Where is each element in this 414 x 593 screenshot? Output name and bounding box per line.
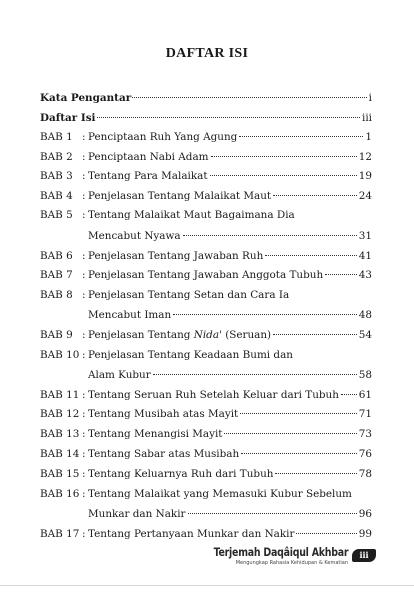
toc-entry-bab-3 xyxy=(40,168,372,184)
chapter-number: BAB 17 xyxy=(40,528,80,540)
chapter-title-continued: Mencabut Nyawa xyxy=(88,230,181,242)
toc-entry-kata-pengantar xyxy=(40,90,372,106)
dot-leader xyxy=(153,374,357,375)
toc-entry-bab-7 xyxy=(40,267,372,283)
toc-entry-bab-5-continued xyxy=(88,228,372,244)
toc-entry-bab-14 xyxy=(40,446,372,462)
dot-leader xyxy=(132,97,367,98)
toc-entry-bab-13 xyxy=(40,426,372,442)
chapter-number: BAB 9 xyxy=(40,329,73,341)
toc-page-number: 31 xyxy=(358,230,372,242)
toc-entry-bab-17 xyxy=(40,526,372,542)
toc-entry-bab-5 xyxy=(40,207,372,223)
chapter-title: Tentang Musibah atas Mayit xyxy=(88,408,239,420)
separator: : xyxy=(82,389,86,401)
chapter-title: Tentang Seruan Ruh Setelah Keluar dari Tubuh xyxy=(88,389,339,401)
dot-leader xyxy=(224,433,356,434)
chapter-number: BAB 10 xyxy=(40,349,80,361)
dot-leader xyxy=(211,156,357,157)
chapter-title: Tentang Menangisi Mayit xyxy=(88,428,223,440)
toc-page-number: 58 xyxy=(358,369,372,381)
dot-leader xyxy=(273,195,357,196)
dot-leader xyxy=(273,334,357,335)
chapter-title: Penciptaan Nabi Adam xyxy=(88,151,209,163)
separator: : xyxy=(82,209,86,221)
toc-page-number: 73 xyxy=(358,428,372,440)
toc-page-number: 1 xyxy=(365,131,372,143)
toc-entry-bab-10 xyxy=(40,347,372,363)
chapter-title-continued: Alam Kubur xyxy=(88,369,151,381)
chapter-number: BAB 6 xyxy=(40,250,73,262)
separator: : xyxy=(82,151,86,163)
chapter-number: BAB 2 xyxy=(40,151,73,163)
page-footer xyxy=(0,544,414,574)
separator: : xyxy=(82,190,86,202)
toc-entry-bab-4 xyxy=(40,188,372,204)
toc-page-number: 76 xyxy=(358,448,372,460)
toc-page-number: 43 xyxy=(358,269,372,281)
chapter-title: Penjelasan Tentang Jawaban Ruh xyxy=(88,250,264,262)
toc-page-number: 12 xyxy=(358,151,372,163)
toc-entry-label: Kata Pengantar xyxy=(40,92,132,104)
toc-entry-bab-8 xyxy=(40,287,372,303)
page-number-badge: iii xyxy=(352,549,376,562)
chapter-title: Penjelasan Tentang Setan dan Cara Ia xyxy=(88,289,290,301)
chapter-number: BAB 3 xyxy=(40,170,73,182)
chapter-title: Tentang Keluarnya Ruh dari Tubuh xyxy=(88,468,274,480)
page-title: DAFTAR ISI xyxy=(165,46,249,61)
dot-leader xyxy=(341,394,357,395)
separator: : xyxy=(82,250,86,262)
dot-leader xyxy=(183,235,357,236)
toc-page-number: 96 xyxy=(358,508,372,520)
chapter-title xyxy=(88,327,271,343)
dot-leader xyxy=(173,314,357,315)
toc-page-number: 48 xyxy=(358,309,372,321)
separator: : xyxy=(82,349,86,361)
toc-page-number: i xyxy=(368,92,372,104)
chapter-number: BAB 16 xyxy=(40,488,80,500)
toc-entry-bab-12 xyxy=(40,406,372,422)
separator: : xyxy=(82,269,86,281)
toc-entry-bab-8-continued xyxy=(88,307,372,323)
toc-entry-bab-6 xyxy=(40,248,372,264)
dot-leader xyxy=(275,473,356,474)
dot-leader xyxy=(97,117,361,118)
chapter-number: BAB 7 xyxy=(40,269,73,281)
separator: : xyxy=(82,468,86,480)
chapter-title: Tentang Malaikat Maut Bagaimana Dia xyxy=(88,209,295,221)
toc-entry-daftar-isi xyxy=(40,110,372,126)
separator: : xyxy=(82,131,86,143)
toc-entry-label: Daftar Isi xyxy=(40,112,96,124)
dot-leader xyxy=(265,255,357,256)
toc-entry-bab-16 xyxy=(40,486,372,502)
chapter-title: Tentang Malaikat yang Memasuki Kubur Sebelum xyxy=(88,488,352,500)
toc-page-number: 54 xyxy=(358,329,372,341)
chapter-number: BAB 5 xyxy=(40,209,73,221)
separator: : xyxy=(82,170,86,182)
toc-entry-bab-10-continued xyxy=(88,367,372,383)
dot-leader xyxy=(296,533,356,534)
toc-page-number: iii xyxy=(362,112,372,124)
toc-entry-bab-16-continued xyxy=(88,506,372,522)
separator: : xyxy=(82,428,86,440)
toc-entry-bab-9 xyxy=(40,327,372,343)
chapter-title: Tentang Pertanyaan Munkar dan Nakir xyxy=(88,528,295,540)
separator: : xyxy=(82,289,86,301)
chapter-title: Tentang Para Malaikat xyxy=(88,170,208,182)
chapter-title-part: Penjelasan Tentang xyxy=(88,329,194,341)
chapter-title: Penciptaan Ruh Yang Agung xyxy=(88,131,238,143)
chapter-title: Tentang Sabar atas Musibah xyxy=(88,448,240,460)
page-edge-divider xyxy=(0,585,414,586)
chapter-title: Penjelasan Tentang Malaikat Maut xyxy=(88,190,272,202)
chapter-title: Penjelasan Tentang Jawaban Anggota Tubuh xyxy=(88,269,324,281)
chapter-number: BAB 11 xyxy=(40,389,80,401)
chapter-number: BAB 14 xyxy=(40,448,80,460)
dot-leader xyxy=(240,413,357,414)
chapter-title-continued: Mencabut Iman xyxy=(88,309,172,321)
dot-leader xyxy=(188,513,357,514)
toc-page-number: 41 xyxy=(358,250,372,262)
separator: : xyxy=(82,448,86,460)
separator: : xyxy=(82,329,86,341)
chapter-number: BAB 12 xyxy=(40,408,80,420)
toc-entry-bab-1 xyxy=(40,129,372,145)
toc-entry-bab-2 xyxy=(40,149,372,165)
toc-entry-bab-11 xyxy=(40,387,372,403)
toc-page-number: 61 xyxy=(358,389,372,401)
chapter-number: BAB 8 xyxy=(40,289,73,301)
chapter-title: Penjelasan Tentang Keadaan Bumi dan xyxy=(88,349,293,361)
chapter-number: BAB 15 xyxy=(40,468,80,480)
toc-page-number: 71 xyxy=(358,408,372,420)
book-brand-title: Terjemah Daqâiqul Akhbar xyxy=(213,545,348,559)
toc-entry-bab-15 xyxy=(40,466,372,482)
chapter-number: BAB 1 xyxy=(40,131,73,143)
toc-page-number: 19 xyxy=(358,170,372,182)
dot-leader xyxy=(239,136,363,137)
chapter-number: BAB 13 xyxy=(40,428,80,440)
separator: : xyxy=(82,488,86,500)
chapter-title-part: (Seruan) xyxy=(221,329,272,341)
separator: : xyxy=(82,408,86,420)
chapter-title-continued: Munkar dan Nakir xyxy=(88,508,186,520)
dot-leader xyxy=(325,274,357,275)
toc-page-number: 99 xyxy=(358,528,372,540)
chapter-number: BAB 4 xyxy=(40,190,73,202)
chapter-title-italic: Nida' xyxy=(193,329,222,341)
book-tagline: Mengungkap Rahasia Kehidupan & Kematian xyxy=(235,560,348,566)
toc-page-number: 78 xyxy=(358,468,372,480)
dot-leader xyxy=(241,453,357,454)
dot-leader xyxy=(210,175,357,176)
separator: : xyxy=(82,528,86,540)
toc-page-number: 24 xyxy=(358,190,372,202)
